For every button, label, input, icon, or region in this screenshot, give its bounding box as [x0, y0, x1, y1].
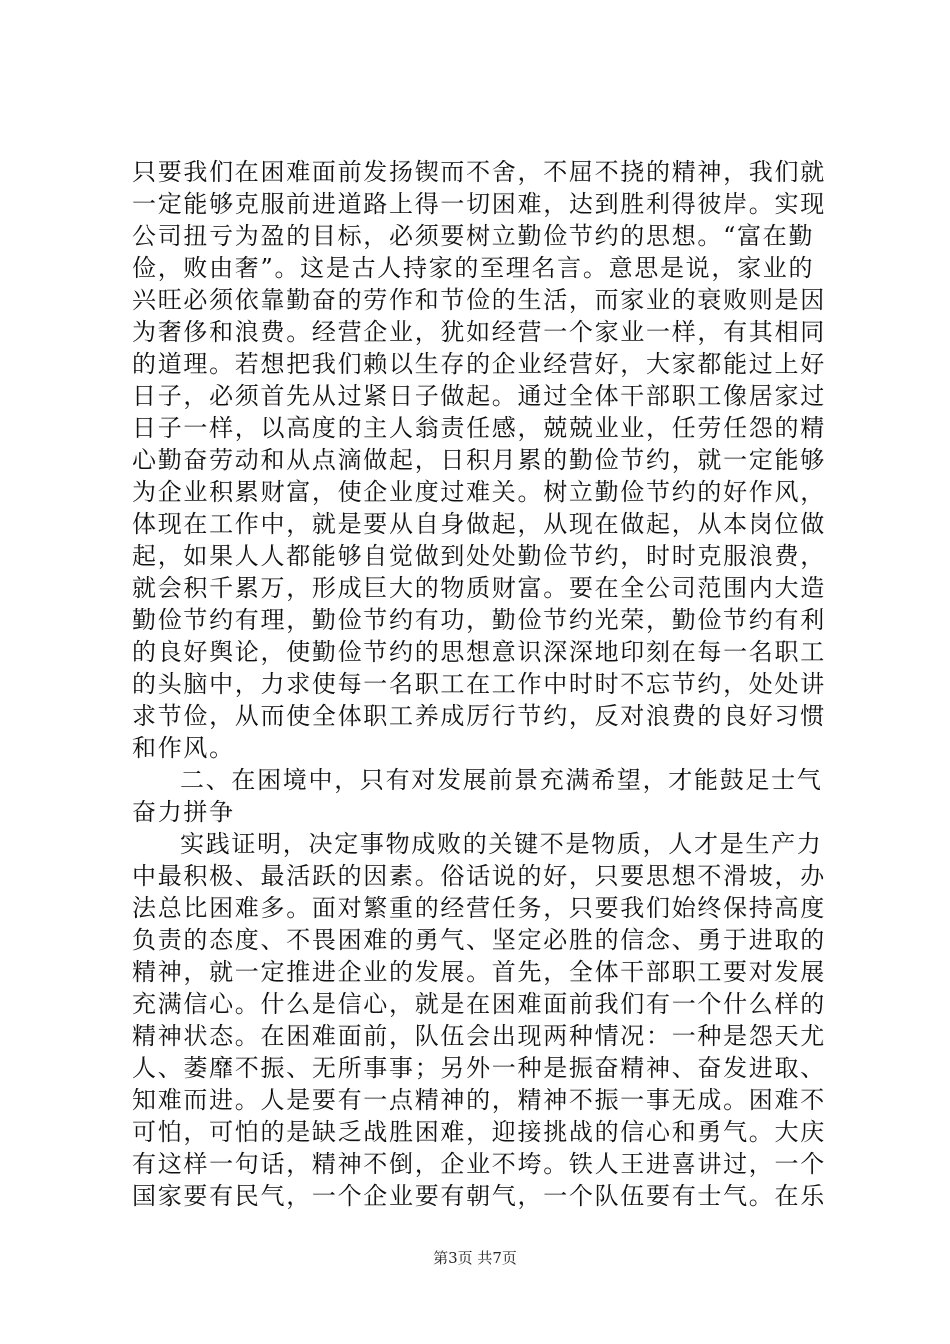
text-line: 起，如果人人都能够自觉做到处处勤俭节约，时时克服浪费， — [132, 542, 826, 570]
text-line: 精神状态。在困难面前，队伍会出现两种情况：一种是怨天尤 — [132, 1022, 826, 1050]
document-body — [132, 156, 832, 1212]
text-line: 求节俭，从而使全体职工养成厉行节约，反对浪费的良好习惯 — [132, 702, 826, 730]
text-line: 为奢侈和浪费。经营企业，犹如经营一个家业一样，有其相同 — [132, 318, 826, 346]
text-line: 知难而进。人是要有一点精神的，精神不振一事无成。困难不 — [132, 1086, 826, 1114]
text-line: 负责的态度、不畏困难的勇气、坚定必胜的信念、勇于进取的 — [132, 926, 826, 954]
text-line: 和作风。 — [132, 734, 235, 762]
text-line: 的道理。若想把我们赖以生存的企业经营好，大家都能过上好 — [132, 350, 826, 378]
text-line: 国家要有民气，一个企业要有朝气，一个队伍要有士气。在乐 — [132, 1182, 826, 1210]
text-line: 人、萎靡不振、无所事事；另外一种是振奋精神、奋发进取、 — [132, 1054, 826, 1082]
text-line: 日子，必须首先从过紧日子做起。通过全体干部职工像居家过 — [132, 382, 826, 410]
text-line: 俭，败由奢”。这是古人持家的至理名言。意思是说，家业的 — [132, 254, 815, 282]
text-line: 就会积千累万，形成巨大的物质财富。要在全公司范围内大造 — [132, 574, 826, 602]
text-line: 有这样一句话，精神不倒，企业不垮。铁人王进喜讲过，一个 — [132, 1150, 826, 1178]
text-line: 奋力拼争 — [132, 798, 235, 826]
text-line: 勤俭节约有理，勤俭节约有功，勤俭节约光荣，勤俭节约有利 — [132, 606, 826, 634]
text-line: 日子一样，以高度的主人翁责任感，兢兢业业，任劳任怨的精 — [132, 414, 826, 442]
text-line: 体现在工作中，就是要从自身做起，从现在做起，从本岗位做 — [132, 510, 826, 538]
text-line: 只要我们在困难面前发扬锲而不舍，不屈不挠的精神，我们就 — [132, 158, 826, 186]
text-line: 法总比困难多。面对繁重的经营任务，只要我们始终保持高度 — [132, 894, 826, 922]
text-line: 为企业积累财富，使企业度过难关。树立勤俭节约的好作风， — [132, 478, 826, 506]
text-line: 心勤奋劳动和从点滴做起，日积月累的勤俭节约，就一定能够 — [132, 446, 826, 474]
text-line: 一定能够克服前进道路上得一切困难，达到胜利得彼岸。实现 — [132, 190, 826, 218]
text-line: 二、在困境中，只有对发展前景充满希望，才能鼓足士气 — [180, 766, 823, 794]
text-line: 实践证明，决定事物成败的关键不是物质，人才是生产力 — [180, 830, 823, 858]
text-line: 中最积极、最活跃的因素。俗话说的好，只要思想不滑坡，办 — [132, 862, 826, 890]
text-line: 的良好舆论，使勤俭节约的思想意识深深地印刻在每一名职工 — [132, 638, 826, 666]
text-line: 的头脑中，力求使每一名职工在工作中时时不忘节约，处处讲 — [132, 670, 826, 698]
text-line: 精神，就一定推进企业的发展。首先，全体干部职工要对发展 — [132, 958, 826, 986]
text-line: 充满信心。什么是信心，就是在困难面前我们有一个什么样的 — [132, 990, 826, 1018]
text-line: 公司扭亏为盈的目标，必须要树立勤俭节约的思想。“富在勤 — [132, 222, 815, 250]
text-line: 可怕，可怕的是缺乏战胜困难，迎接挑战的信心和勇气。大庆 — [132, 1118, 826, 1146]
text-line: 兴旺必须依靠勤奋的劳作和节俭的生活，而家业的衰败则是因 — [132, 286, 826, 314]
page-footer: 第3页 共7页 — [433, 1249, 517, 1267]
